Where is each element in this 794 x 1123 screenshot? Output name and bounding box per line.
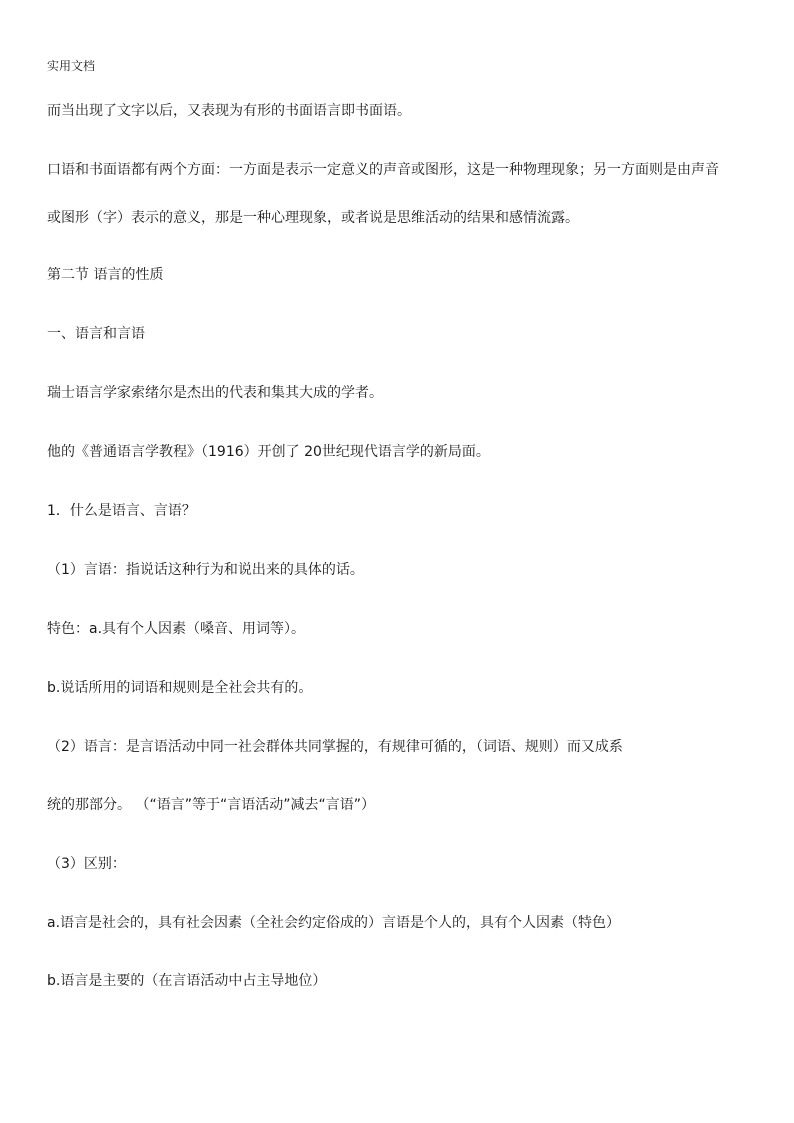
document-header: 实用文档	[47, 59, 96, 73]
section-heading: 第二节 语言的性质	[47, 267, 164, 283]
subsection-heading: 一、语言和言语	[47, 326, 145, 342]
list-item: （3）区别：	[47, 856, 126, 872]
paragraph-line: 而当出现了文字以后，又表现为有形的书面语言即书面语。	[47, 103, 411, 119]
list-item-continuation: 统的那部分。 （“语言”等于“言语活动”减去“言语”）	[47, 797, 375, 813]
list-item: a.语言是社会的，具有社会因素（全社会约定俗成的）言语是个人的，具有个人因素（特色）	[47, 915, 621, 931]
paragraph-line: 口语和书面语都有两个方面：一方面是表示一定意义的声音或图形，这是一种物理现象；另一方面则是由声音	[47, 162, 719, 178]
list-item: （1）言语：指说话这种行为和说出来的具体的话。	[47, 562, 364, 578]
list-item: b.说话所用的词语和规则是全社会共有的。	[47, 680, 313, 696]
list-item: （2）语言：是言语活动中同一社会群体共同掌握的，有规律可循的，（词语、规则）而又成系	[47, 739, 623, 755]
list-item: b.语言是主要的（在言语活动中占主导地位）	[47, 973, 327, 989]
question-heading: 1．什么是语言、言语？	[47, 503, 196, 519]
paragraph-line: 或图形（字）表示的意义，那是一种心理现象，或者说是思维活动的结果和感情流露。	[47, 210, 579, 226]
paragraph-line: 他的《普通语言学教程》（1916）开创了 20世纪现代语言学的新局面。	[47, 444, 490, 460]
list-item: 特色：a.具有个人因素（嗓音、用词等）。	[47, 621, 306, 637]
paragraph-line: 瑞士语言学家索绪尔是杰出的代表和集其大成的学者。	[47, 385, 383, 401]
